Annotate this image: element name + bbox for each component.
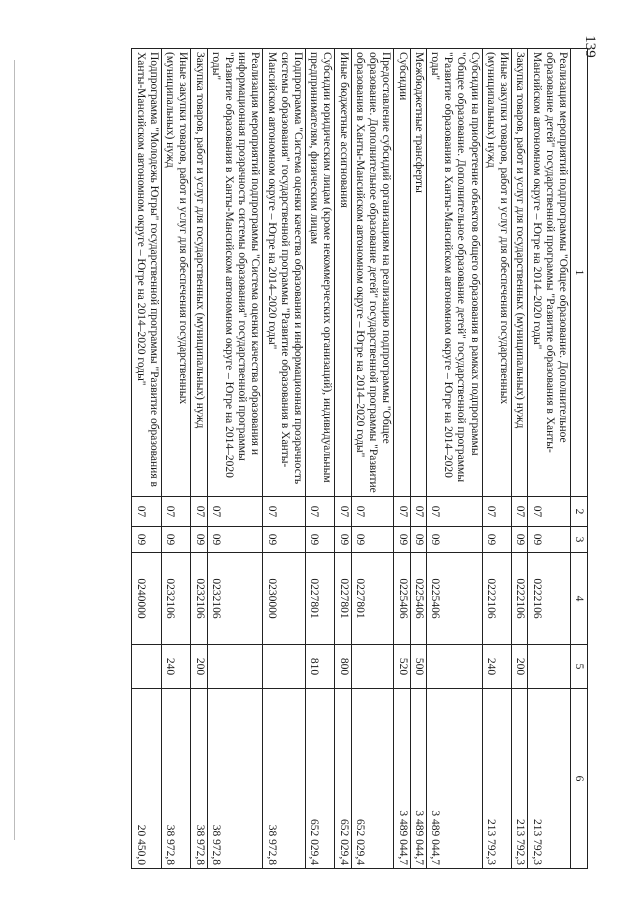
expense-type-code: 500 (410, 645, 426, 689)
section-code: 07 (528, 497, 571, 527)
table-row (512, 49, 528, 869)
section-code: 07 (132, 497, 161, 527)
section-code: 07 (482, 497, 511, 527)
table-row (161, 49, 190, 869)
section-code: 07 (207, 497, 263, 527)
page-number: 139 (581, 35, 598, 58)
expense-type-code (528, 645, 571, 689)
target-article-code: 0222106 (482, 553, 511, 645)
row-description: Закупка товаров, работ и услуг для государственных (муниципальных) нужд (512, 49, 528, 497)
table-row (394, 49, 410, 869)
table-body (132, 49, 571, 869)
expense-type-code: 200 (512, 645, 528, 689)
row-description: Субсидии юридическим лицам (кроме некоммерческих организаций), индивидуальным предпринимателям, физическим лицам (306, 49, 335, 497)
header-row (571, 49, 588, 869)
expense-type-code: 240 (161, 645, 190, 689)
row-description: Реализация мероприятий подпрограммы "Общее образование. Дополнительное образование детей" государственной программы "Развитие образования в Ханты-Мансийском автономном округе – Югре на 2014–2020 годы" (528, 49, 571, 497)
target-article-code: 0225406 (394, 553, 410, 645)
target-article-code: 0227801 (351, 553, 394, 645)
subsection-code: 09 (207, 527, 263, 553)
amount: 3 489 044,7 (394, 689, 410, 869)
section-code: 07 (335, 497, 351, 527)
expense-type-code: 800 (335, 645, 351, 689)
subsection-code: 09 (306, 527, 335, 553)
subsection-code: 09 (528, 527, 571, 553)
section-code: 07 (410, 497, 426, 527)
table-row (410, 49, 426, 869)
amount: 38 972,8 (263, 689, 306, 869)
amount: 38 972,8 (191, 689, 207, 869)
section-code: 07 (161, 497, 190, 527)
budget-table (131, 48, 588, 869)
table-row (263, 49, 306, 869)
header-cell: 5 (571, 645, 588, 689)
subsection-code: 09 (410, 527, 426, 553)
amount: 3 489 044,7 (426, 689, 482, 869)
expense-type-code (132, 645, 161, 689)
expense-type-code: 200 (191, 645, 207, 689)
amount: 652 029,4 (306, 689, 335, 869)
row-description: Субсидии (394, 49, 410, 497)
amount: 38 972,8 (161, 689, 190, 869)
subsection-code: 09 (512, 527, 528, 553)
subsection-code: 09 (335, 527, 351, 553)
row-description: Закупка товаров, работ и услуг для государственных (муниципальных) нужд (191, 49, 207, 497)
row-description: Субсидии на приобретение объектов общего образования в рамках подпрограммы "Общее образование. Дополнительное образование детей" государственной программы "Развитие образования в Ханты-Мансийском автономном округе – Югре на 2014–2020 годы" (426, 49, 482, 497)
subsection-code: 09 (132, 527, 161, 553)
target-article-code: 0222106 (528, 553, 571, 645)
row-description: Реализация мероприятий подпрограммы "Система оценки качества образования и информационная прозрачность системы образования" государственной программы "Развитие образования в Ханты-Мансийском автономном округе – Югре на 2014–2020 годы" (207, 49, 263, 497)
amount: 20 450,0 (132, 689, 161, 869)
amount: 213 792,3 (512, 689, 528, 869)
header-cell: 3 (571, 527, 588, 553)
table-row (191, 49, 207, 869)
row-description: Иные бюджетные ассигнования (335, 49, 351, 497)
section-code: 07 (306, 497, 335, 527)
target-article-code: 0230000 (263, 553, 306, 645)
table-row (351, 49, 394, 869)
amount: 652 029,4 (335, 689, 351, 869)
subsection-code: 09 (351, 527, 394, 553)
row-description: Межбюджетные трансферты (410, 49, 426, 497)
rotated-table-container (108, 48, 588, 868)
row-description: Иные закупки товаров, работ и услуг для обеспечения государственных (муниципальных) нужд (482, 49, 511, 497)
section-code: 07 (351, 497, 394, 527)
subsection-code: 09 (191, 527, 207, 553)
table-row (426, 49, 482, 869)
expense-type-code (263, 645, 306, 689)
header-cell: 6 (571, 689, 588, 869)
section-code: 07 (263, 497, 306, 527)
subsection-code: 09 (394, 527, 410, 553)
target-article-code: 0227801 (306, 553, 335, 645)
target-article-code: 0222106 (512, 553, 528, 645)
target-article-code: 0232106 (161, 553, 190, 645)
target-article-code: 0225406 (410, 553, 426, 645)
target-article-code: 0240000 (132, 553, 161, 645)
amount: 213 792,3 (528, 689, 571, 869)
row-description: Предоставление субсидий организациям на реализацию подпрограммы "Общее образование. Дополнительное образование детей" государственной программы "Развитие образования в Ханты-Мансийском автономном округе – Югре на 2014–2020 годы" (351, 49, 394, 497)
subsection-code: 09 (263, 527, 306, 553)
header-cell: 4 (571, 553, 588, 645)
expense-type-code: 520 (394, 645, 410, 689)
row-description: Иные закупки товаров, работ и услуг для обеспечения государственных (муниципальных) нужд (161, 49, 190, 497)
target-article-code: 0225406 (426, 553, 482, 645)
expense-type-code (426, 645, 482, 689)
section-code: 07 (191, 497, 207, 527)
table-row (207, 49, 263, 869)
scan-edge-line (14, 60, 15, 840)
expense-type-code (207, 645, 263, 689)
target-article-code: 0232106 (207, 553, 263, 645)
subsection-code: 09 (161, 527, 190, 553)
subsection-code: 09 (482, 527, 511, 553)
row-description: Подпрограмма "Система оценки качества образования и информационная прозрачность системы образования" государственной программы "Развитие образования в Ханты-Мансийском автономном округе – Югре на 2014–2020 годы" (263, 49, 306, 497)
section-code: 07 (512, 497, 528, 527)
target-article-code: 0227801 (335, 553, 351, 645)
table-row (335, 49, 351, 869)
header-cell: 1 (571, 49, 588, 497)
expense-type-code (351, 645, 394, 689)
table-row (132, 49, 161, 869)
section-code: 07 (426, 497, 482, 527)
header-cell: 2 (571, 497, 588, 527)
row-description: Подпрограмма "Молодежь Югры" государственной программы "Развитие образования в Ханты-Мансийском автономном округе – Югре на 2014–2020 годы" (132, 49, 161, 497)
amount: 213 792,3 (482, 689, 511, 869)
expense-type-code: 810 (306, 645, 335, 689)
subsection-code: 09 (426, 527, 482, 553)
amount: 652 029,4 (351, 689, 394, 869)
table-row (528, 49, 571, 869)
amount: 38 972,8 (207, 689, 263, 869)
section-code: 07 (394, 497, 410, 527)
table-row (306, 49, 335, 869)
amount: 3 489 044,7 (410, 689, 426, 869)
table-row (482, 49, 511, 869)
target-article-code: 0232106 (191, 553, 207, 645)
expense-type-code: 240 (482, 645, 511, 689)
